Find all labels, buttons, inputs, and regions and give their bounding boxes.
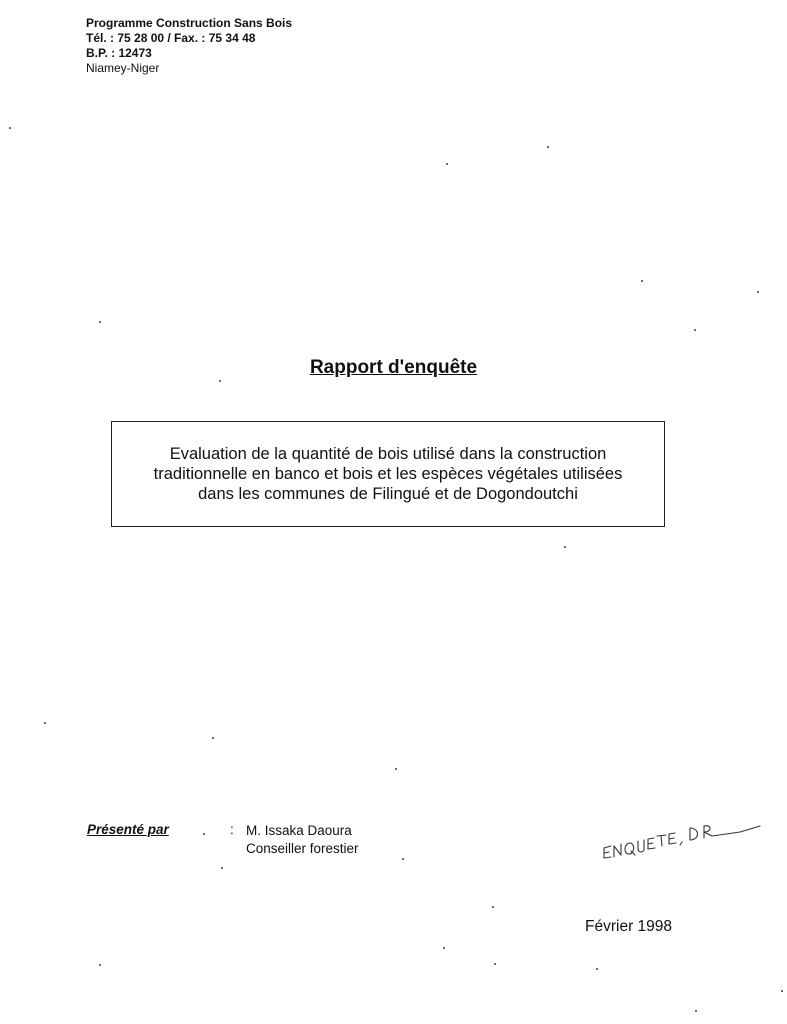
handwritten-annotation xyxy=(600,812,765,864)
speck xyxy=(99,321,101,323)
subject-line: Evaluation de la quantité de bois utilisé dans la construction xyxy=(169,445,607,463)
speck xyxy=(757,291,759,293)
po-box: B.P. : 12473 xyxy=(86,46,152,60)
speck xyxy=(781,990,783,992)
speck xyxy=(402,858,404,860)
speck xyxy=(641,280,643,282)
speck xyxy=(203,833,205,835)
speck xyxy=(9,127,11,129)
city: Niamey-Niger xyxy=(86,61,160,75)
speck xyxy=(695,1010,697,1012)
speck xyxy=(694,329,696,331)
speck xyxy=(564,546,566,548)
speck xyxy=(44,722,46,724)
presenter xyxy=(246,822,359,858)
speck xyxy=(492,906,494,908)
letterhead xyxy=(86,16,292,76)
phone-fax: Tél. : 75 28 00 / Fax. : 75 34 48 xyxy=(86,31,256,45)
organization-name: Programme Construction Sans Bois xyxy=(86,16,293,30)
report-title: Rapport d'enquête xyxy=(309,357,478,378)
speck xyxy=(547,146,549,148)
presented-by-label: Présenté par xyxy=(87,822,169,837)
speck xyxy=(395,768,397,770)
subject-line: dans les communes de Filingué et de Dogondoutchi xyxy=(198,485,578,503)
speck xyxy=(212,737,214,739)
subject-line: traditionnelle en banco et bois et les espèces végétales utilisées xyxy=(153,465,623,483)
subject-box xyxy=(111,421,665,527)
speck xyxy=(446,163,448,165)
speck xyxy=(99,964,101,966)
report-date: Février 1998 xyxy=(585,918,673,935)
presenter-role: Conseiller forestier xyxy=(246,841,359,856)
speck xyxy=(221,867,223,869)
subject-text xyxy=(154,444,623,504)
speck xyxy=(219,380,221,382)
presenter-name: M. Issaka Daoura xyxy=(246,823,352,838)
speck xyxy=(596,968,598,970)
presented-by-colon: : xyxy=(230,822,234,837)
speck xyxy=(443,947,445,949)
speck xyxy=(494,963,496,965)
